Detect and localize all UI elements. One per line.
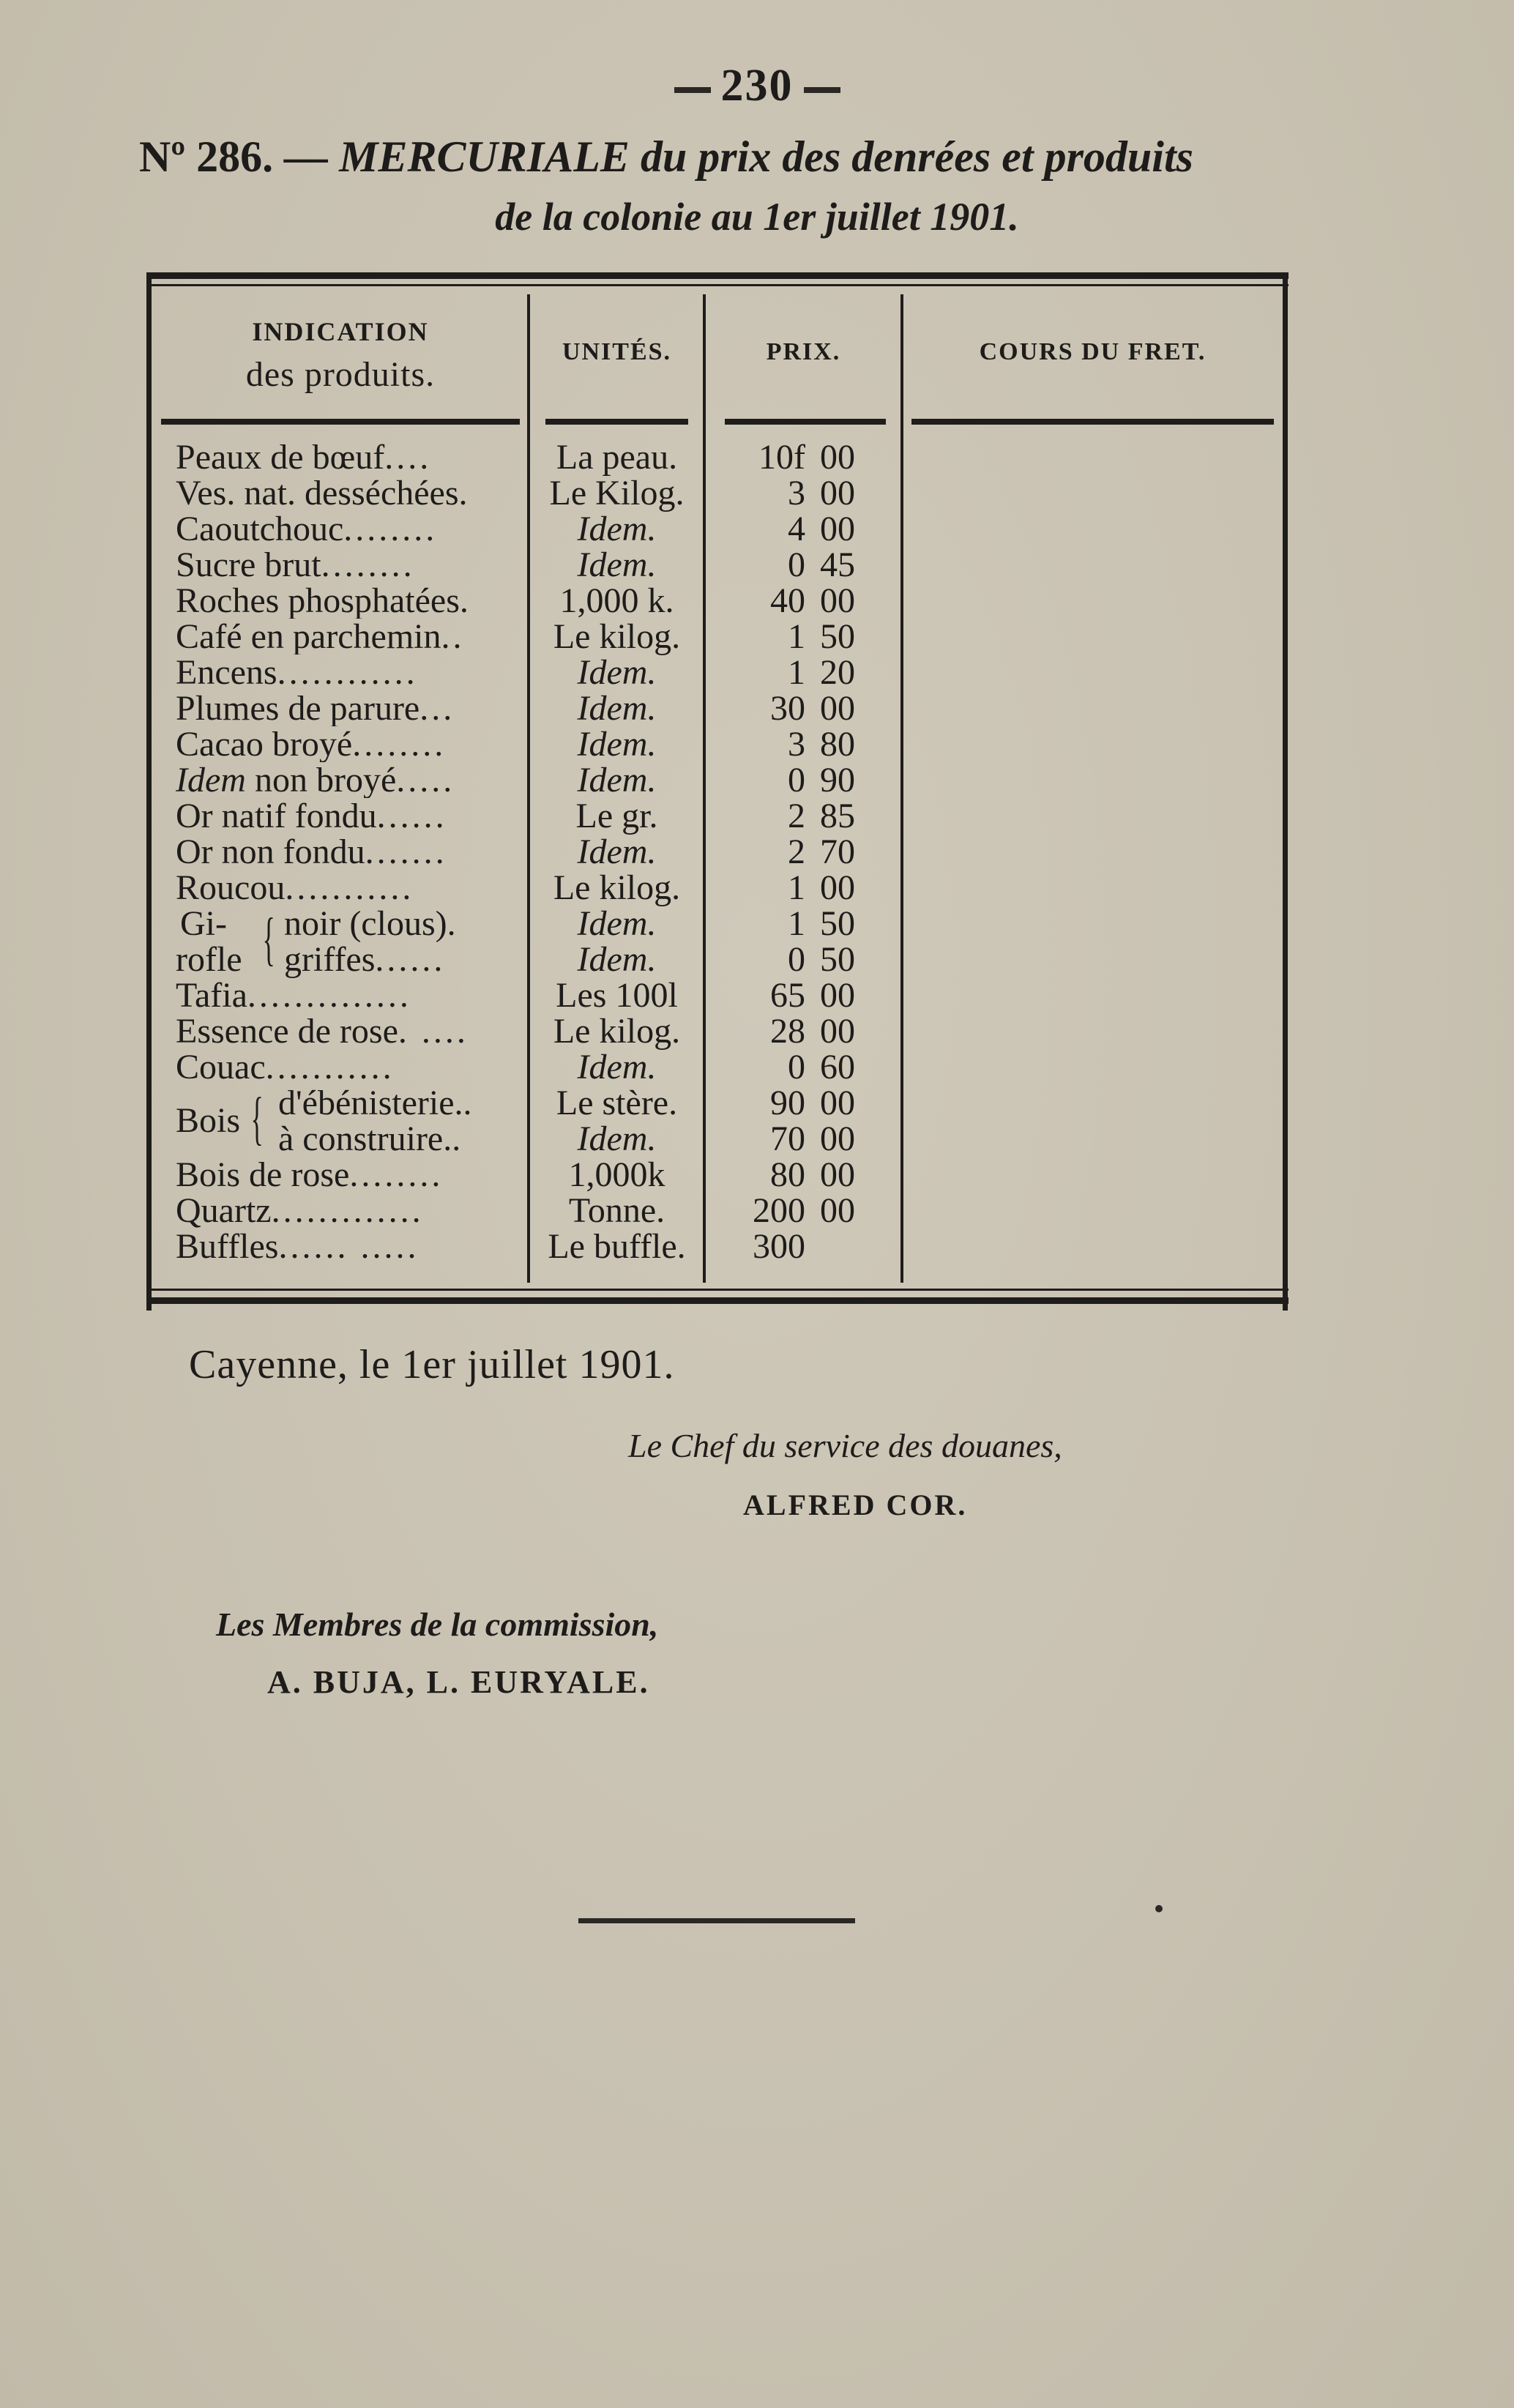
product-name-text: Plumes de parure: [176, 690, 420, 726]
product-name-text: Bois de rose: [176, 1157, 350, 1193]
product-price: [710, 1229, 897, 1264]
product-price: [710, 977, 897, 1013]
product-name-text: Roches phosphatées.: [176, 583, 469, 619]
title-number: Nº 286.: [139, 133, 274, 181]
table-row: [146, 583, 1289, 619]
product-price: [710, 439, 897, 475]
price-decimal: 80: [820, 725, 855, 764]
table-top-rule-thin: [146, 284, 1289, 286]
price-decimal: 00: [820, 1119, 855, 1158]
price-integer: 1: [788, 868, 805, 907]
price-integer: 1: [788, 904, 805, 943]
table-row: [146, 1049, 1289, 1085]
product-price: [710, 906, 897, 942]
product-name: [176, 762, 526, 798]
product-name-text: Tafia: [176, 977, 247, 1013]
product-name-text: Or non fondu: [176, 834, 365, 870]
title-line-2: de la colonie au 1er juillet 1901.: [495, 195, 1019, 239]
price-integer: 1: [788, 653, 805, 692]
product-price: [710, 1121, 897, 1157]
table-bottom-rule-thin: [146, 1289, 1289, 1291]
price-decimal: 00: [820, 1191, 855, 1230]
product-unit: Le gr.: [575, 797, 658, 835]
price-integer: 1: [788, 617, 805, 656]
table-row: [146, 655, 1289, 690]
product-name-text: Or natif fondu: [176, 798, 377, 834]
product-name-text: Sucre brut: [176, 547, 321, 583]
product-price: [710, 1157, 897, 1193]
table-row: [146, 511, 1289, 547]
table-row: [146, 834, 1289, 870]
leader-dots: ........: [349, 1157, 444, 1193]
price-integer: 10f: [758, 438, 805, 477]
price-integer: 4: [788, 510, 805, 548]
product-name-text: Encens: [176, 655, 277, 690]
price-decimal: 00: [820, 1012, 855, 1051]
price-decimal: 00: [820, 438, 855, 477]
leader-dots: ...........: [285, 870, 414, 906]
product-price: [710, 511, 897, 547]
header-underline: [545, 419, 688, 425]
product-price: [710, 870, 897, 906]
product-price: [710, 690, 897, 726]
price-decimal: 50: [820, 617, 855, 656]
price-decimal: 45: [820, 545, 855, 584]
product-name-text: Peaux de bœuf: [176, 439, 385, 475]
product-price: [710, 942, 897, 977]
girofle-row2-name: [284, 942, 445, 977]
table-row: [146, 870, 1289, 906]
product-price: [710, 583, 897, 619]
commission-names: A. BUJA, L. EURYALE.: [267, 1664, 650, 1700]
price-integer: 70: [770, 1119, 805, 1158]
product-price: [710, 1013, 897, 1049]
product-name: [176, 1193, 526, 1229]
header-product-top: INDICATION: [252, 317, 429, 346]
table-row: [146, 977, 1289, 1013]
table-row: [146, 1013, 1289, 1049]
price-integer: 0: [788, 545, 805, 584]
product-unit: Idem.: [577, 653, 657, 692]
price-decimal: 50: [820, 904, 855, 943]
dash-ornament-right: [804, 87, 840, 93]
table-body: [146, 439, 1289, 1264]
product-name-text: non broyé: [245, 762, 397, 798]
product-name: [176, 1049, 526, 1085]
product-unit: Le kilog.: [553, 617, 681, 656]
page-number: [0, 60, 1514, 112]
brace-glyph: {: [262, 907, 275, 972]
price-integer: 90: [770, 1084, 805, 1122]
bois-brace: [176, 1085, 526, 1157]
table-row: [146, 690, 1289, 726]
product-name: [176, 977, 526, 1013]
price-decimal: 00: [820, 868, 855, 907]
price-decimal: 00: [820, 510, 855, 548]
girofle-group: [146, 906, 1289, 977]
table-row: [146, 619, 1289, 655]
product-name: [176, 439, 526, 475]
product-unit: Idem.: [577, 689, 657, 728]
title-rest: du prix des denrées et produits: [640, 133, 1193, 181]
product-unit: Idem.: [577, 1048, 657, 1086]
header-underline: [911, 419, 1274, 425]
end-rule: [578, 1918, 855, 1923]
leader-dots: ...........: [265, 1049, 395, 1085]
price-integer: 300: [753, 1227, 805, 1266]
price-integer: 2: [788, 832, 805, 871]
product-price: [710, 547, 897, 583]
product-price: [710, 834, 897, 870]
product-name: [176, 1013, 526, 1049]
girofle-row1-name: noir (clous).: [284, 904, 456, 943]
product-unit: 1,000k: [568, 1155, 665, 1194]
product-unit: 1,000 k.: [559, 581, 674, 620]
product-name: [176, 726, 526, 762]
price-table: [146, 272, 1289, 1311]
table-row: [146, 439, 1289, 475]
header-price: PRIX.: [766, 338, 841, 365]
product-name-text: Couac: [176, 1049, 266, 1085]
product-name-italic: Idem: [176, 762, 246, 798]
table-row: [146, 547, 1289, 583]
leader-dots: ........: [321, 547, 415, 583]
product-name-text: Ves. nat. desséchées.: [176, 475, 468, 511]
header-freight: COURS DU FRET.: [979, 338, 1207, 365]
price-decimal: 00: [820, 581, 855, 620]
product-name-text: Cacao broyé: [176, 726, 353, 762]
table-bottom-rule: [146, 1297, 1289, 1304]
price-decimal: 00: [820, 976, 855, 1015]
brace-glyph: {: [250, 1086, 264, 1151]
table-row: [146, 1193, 1289, 1229]
leader-dots: . ....: [398, 1013, 469, 1049]
table-row: [146, 798, 1289, 834]
product-name: [176, 834, 526, 870]
girofle-brace: [176, 906, 526, 977]
product-name: [176, 1157, 526, 1193]
price-decimal: 50: [820, 940, 855, 979]
product-name: [176, 511, 526, 547]
product-unit: Idem.: [577, 940, 657, 979]
product-name-text: Buffles: [176, 1229, 279, 1264]
price-integer: 200: [753, 1191, 805, 1230]
product-unit: Idem.: [577, 832, 657, 871]
table-row: [146, 1229, 1289, 1264]
price-integer: 0: [788, 1048, 805, 1086]
product-name: [176, 870, 526, 906]
bois-row1-name: d'ébénisterie..: [278, 1084, 472, 1122]
header-product: [161, 316, 520, 395]
table-top-rule: [146, 272, 1289, 279]
leader-dots: ....: [384, 439, 432, 475]
price-decimal: 00: [820, 689, 855, 728]
header-units: UNITÉS.: [562, 338, 672, 365]
product-price: [710, 475, 897, 511]
product-unit: Le kilog.: [553, 868, 681, 907]
price-decimal: 90: [820, 761, 855, 799]
product-price: [710, 1193, 897, 1229]
table-row: [146, 1157, 1289, 1193]
product-name: [176, 798, 526, 834]
leader-dots: .....: [396, 762, 455, 798]
price-decimal: 20: [820, 653, 855, 692]
product-name: [176, 547, 526, 583]
product-unit: Idem.: [577, 510, 657, 548]
product-price: [710, 1049, 897, 1085]
header-underline: [725, 419, 886, 425]
price-integer: 80: [770, 1155, 805, 1194]
product-price: [710, 619, 897, 655]
page-number-text: 230: [720, 61, 794, 111]
leader-dots: .......: [365, 834, 447, 870]
table-row: [146, 475, 1289, 511]
leader-dots: ...... .....: [278, 1229, 419, 1264]
product-unit: Le stère.: [556, 1084, 678, 1122]
price-decimal: 00: [820, 1155, 855, 1194]
signatory-name: ALFRED COR.: [743, 1488, 968, 1521]
product-name-text: Quartz: [176, 1193, 272, 1229]
price-decimal: 70: [820, 832, 855, 871]
price-integer: 65: [770, 976, 805, 1015]
price-decimal: 00: [820, 474, 855, 512]
product-price: [710, 726, 897, 762]
price-integer: 3: [788, 725, 805, 764]
leader-dots: ......: [375, 940, 446, 979]
product-price: [710, 1085, 897, 1121]
product-unit: Tonne.: [568, 1191, 665, 1230]
price-integer: 28: [770, 1012, 805, 1051]
commission-title: Les Membres de la commission,: [216, 1606, 659, 1643]
product-unit: Idem.: [577, 545, 657, 584]
bois-group: [146, 1085, 1289, 1157]
document-date: Cayenne, le 1er juillet 1901.: [189, 1342, 675, 1387]
header-underline: [161, 419, 520, 425]
product-unit: Le Kilog.: [549, 474, 685, 512]
leader-dots: ........: [343, 511, 438, 547]
girofle-label-bottom: rofle: [176, 940, 242, 979]
title-dash: —: [284, 133, 329, 181]
price-decimal: 60: [820, 1048, 855, 1086]
table-row: [146, 762, 1289, 798]
product-name: [176, 619, 526, 655]
leader-dots: ............: [277, 655, 418, 690]
product-name: [176, 583, 526, 619]
price-integer: 40: [770, 581, 805, 620]
product-price: [710, 798, 897, 834]
ink-speck: [1155, 1905, 1163, 1912]
product-name: [176, 475, 526, 511]
product-name: [176, 655, 526, 690]
product-name-text: Café en parchemin: [176, 619, 441, 655]
product-name-text: griffes: [284, 940, 376, 979]
leader-dots: ......: [376, 798, 447, 834]
price-decimal: 00: [820, 1084, 855, 1122]
price-decimal: 85: [820, 797, 855, 835]
leader-dots: ........: [352, 726, 447, 762]
product-name-text: Essence de rose: [176, 1013, 398, 1049]
price-integer: 30: [770, 689, 805, 728]
product-unit: Les 100l: [556, 976, 678, 1015]
product-price: [710, 762, 897, 798]
product-name: [176, 690, 526, 726]
product-name-text: Caoutchouc: [176, 511, 344, 547]
title-caps: MERCURIALE: [339, 133, 630, 181]
bois-row2-name: à construire..: [278, 1119, 461, 1158]
price-integer: 3: [788, 474, 805, 512]
price-integer: 0: [788, 940, 805, 979]
dash-ornament-left: [674, 87, 711, 93]
product-unit: Idem.: [577, 904, 657, 943]
leader-dots: .............: [271, 1193, 424, 1229]
product-unit: Idem.: [577, 1119, 657, 1158]
leader-dots: ..: [441, 619, 465, 655]
price-integer: 0: [788, 761, 805, 799]
product-name: [176, 1229, 526, 1264]
product-unit: Le kilog.: [553, 1012, 681, 1051]
product-price: [710, 655, 897, 690]
price-integer: 2: [788, 797, 805, 835]
girofle-label-top: Gi-: [180, 904, 227, 943]
product-unit: Le buffle.: [548, 1227, 686, 1266]
product-unit: Idem.: [577, 761, 657, 799]
product-unit: La peau.: [556, 438, 678, 477]
product-unit: Idem.: [577, 725, 657, 764]
leader-dots: ...: [419, 690, 455, 726]
header-product-bottom: des produits.: [245, 355, 436, 394]
title-line-1: [139, 132, 1384, 182]
leader-dots: ..............: [247, 977, 411, 1013]
signatory-title: Le Chef du service des douanes,: [628, 1427, 1062, 1464]
table-row: [146, 726, 1289, 762]
bois-label: Bois: [176, 1101, 241, 1140]
product-name-text: Roucou: [176, 870, 286, 906]
